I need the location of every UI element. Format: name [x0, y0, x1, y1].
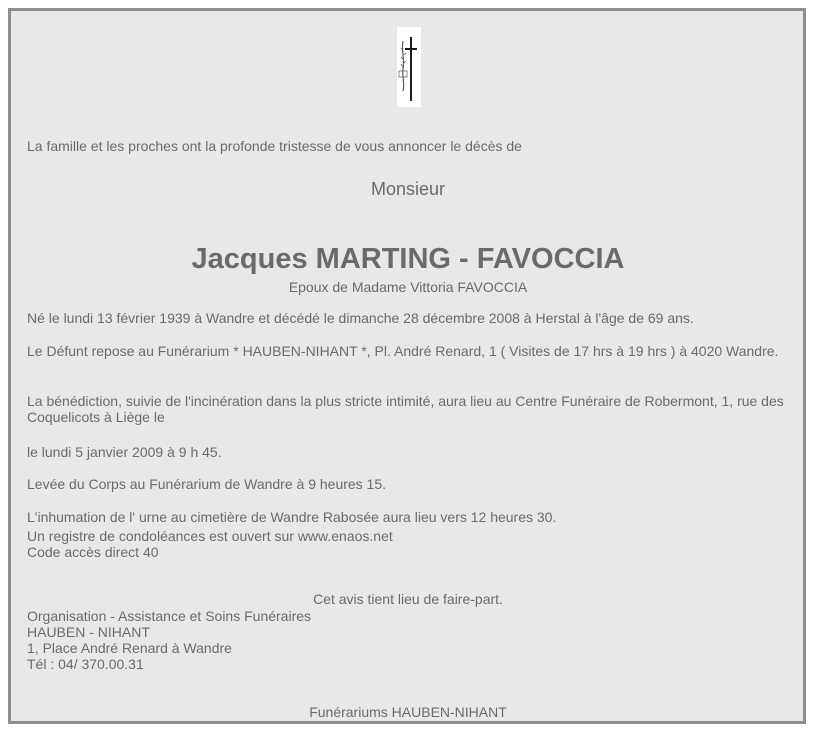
ceremony-date: le lundi 5 janvier 2009 à 9 h 45. — [27, 444, 222, 460]
faire-part-text: Cet avis tient lieu de faire-part. — [313, 591, 503, 607]
levee-text: Levée du Corps au Funérarium de Wandre à 9 heures 15. — [27, 476, 387, 492]
repose-text: Le Défunt repose au Funérarium * HAUBEN-NIHANT *, Pl. André Renard, 1 ( Visites de 17 hrs à 19 hrs ) à 4020 Wandre. — [27, 343, 779, 359]
intro-text: La famille et les proches ont la profonde tristesse de vous annoncer le décès de — [27, 138, 522, 154]
inhumation-text: L'inhumation de l' urne au cimetière de Wandre Rabosée aura lieu vers 12 heures 30. — [27, 509, 557, 525]
organisation-block — [27, 608, 789, 672]
organisation-line: Organisation - Assistance et Soins Funéraires — [27, 608, 312, 624]
birth-death-text: Né le lundi 13 février 1939 à Wandre et décédé le dimanche 28 décembre 2008 à Herstal à l'âge de 69 ans. — [27, 310, 694, 326]
funeral-home-phone: Tél : 04/ 370.00.31 — [27, 656, 144, 672]
obituary-notice — [8, 8, 806, 724]
benediction-text: La bénédiction, suivie de l'incinération dans la plus stricte intimité, aura lieu au Centre Funéraire de Robermont, 1, rue des Coquelicots à Liège le — [27, 393, 784, 425]
deceased-name: Jacques MARTING - FAVOCCIA — [191, 243, 625, 275]
footer-signature: Funérariums HAUBEN-NIHANT — [309, 704, 507, 720]
access-code: Code accès direct 40 — [27, 544, 159, 560]
funeral-home-address: 1, Place André Renard à Wandre — [27, 640, 232, 656]
registry-line: Un registre de condoléances est ouvert sur www.enaos.net — [27, 528, 393, 544]
funeral-home-name: HAUBEN - NIHANT — [27, 624, 150, 640]
salutation: Monsieur — [370, 179, 446, 199]
condolence-registry — [27, 528, 789, 560]
cross-icon — [397, 27, 421, 107]
spouse-line: Epoux de Madame Vittoria FAVOCCIA — [288, 279, 528, 295]
